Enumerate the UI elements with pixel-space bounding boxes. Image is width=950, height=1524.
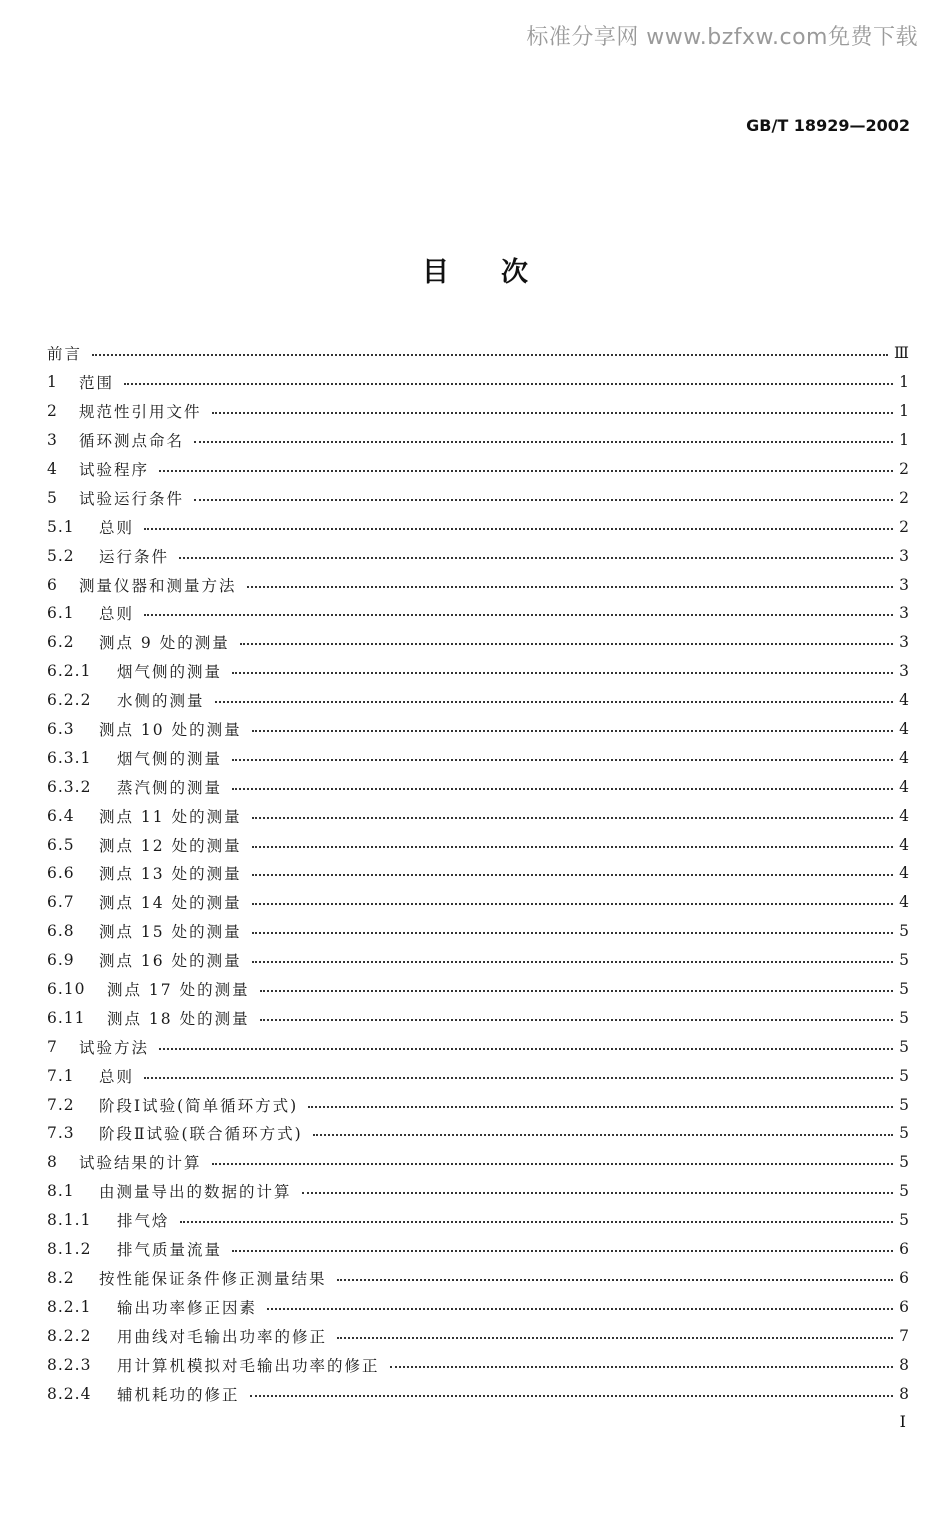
toc-leader-dots bbox=[247, 586, 893, 588]
toc-entry-title: 试验程序 bbox=[79, 461, 150, 479]
toc-entry-title: 阶段Ⅰ试验(简单循环方式) bbox=[99, 1096, 299, 1115]
toc-entry-title: 阶段Ⅱ试验(联合循环方式) bbox=[99, 1125, 303, 1144]
toc-entry[interactable] bbox=[47, 397, 909, 426]
toc-entry[interactable] bbox=[47, 1350, 909, 1379]
toc-entry[interactable] bbox=[47, 1264, 909, 1293]
site-watermark: 标准分享网 www.bzfxw.com免费下载 bbox=[526, 25, 918, 50]
toc-leader-dots bbox=[212, 412, 893, 414]
toc-entry-page: 1 bbox=[899, 402, 909, 421]
toc-entry[interactable] bbox=[47, 888, 909, 917]
toc-entry-number: 3 bbox=[47, 431, 58, 450]
toc-entry-title: 测点 13 处的测量 bbox=[99, 865, 242, 884]
toc-leader-dots bbox=[252, 730, 893, 732]
toc-entry-title: 测量仪器和测量方法 bbox=[79, 576, 237, 595]
toc-entry-page: 4 bbox=[899, 806, 909, 825]
toc-entry-number: 6.9 bbox=[47, 951, 75, 970]
toc-entry-page: 4 bbox=[899, 835, 909, 854]
toc-entry-number: 4 bbox=[47, 460, 58, 478]
toc-entry[interactable] bbox=[47, 1061, 909, 1090]
toc-entry-page: 4 bbox=[899, 691, 909, 710]
toc-entry-title: 输出功率修正因素 bbox=[117, 1298, 258, 1317]
toc-entry-number: 7.1 bbox=[47, 1066, 75, 1085]
toc-entry[interactable] bbox=[47, 801, 909, 830]
toc-entry[interactable] bbox=[47, 628, 909, 657]
toc-entry[interactable] bbox=[47, 975, 909, 1004]
toc-entry-number: 8.2 bbox=[47, 1268, 75, 1287]
toc-entry-page: 2 bbox=[899, 488, 909, 507]
toc-entry-page: 6 bbox=[899, 1268, 909, 1287]
toc-entry-title: 按性能保证条件修正测量结果 bbox=[99, 1269, 327, 1288]
toc-entry[interactable] bbox=[47, 1032, 909, 1061]
toc-entry[interactable] bbox=[47, 657, 909, 686]
toc-entry-title: 排气质量流量 bbox=[117, 1241, 223, 1260]
toc-entry-number: 8.1 bbox=[47, 1182, 75, 1201]
toc-entry-number: 6.8 bbox=[47, 922, 75, 941]
toc-entry-number: 8.2.4 bbox=[47, 1384, 92, 1403]
toc-entry-page: 4 bbox=[899, 777, 909, 796]
toc-entry-number: 7 bbox=[47, 1037, 58, 1056]
toc-entry-page: Ⅲ bbox=[894, 344, 909, 363]
toc-entry-page: 5 bbox=[899, 1153, 909, 1172]
toc-entry-title: 测点 17 处的测量 bbox=[107, 981, 250, 1000]
toc-leader-dots bbox=[250, 1395, 893, 1397]
toc-entry-page: 5 bbox=[899, 1008, 909, 1027]
toc-leader-dots bbox=[390, 1366, 893, 1368]
toc-entry-page: 5 bbox=[899, 1211, 909, 1230]
toc-leader-dots bbox=[144, 528, 893, 530]
toc-entry-title: 总则 bbox=[99, 518, 135, 537]
toc-entry-title: 烟气侧的测量 bbox=[117, 663, 223, 682]
toc-entry-page: 4 bbox=[899, 748, 909, 767]
toc-entry-title: 测点 11 处的测量 bbox=[99, 807, 242, 826]
toc-entry-title: 水侧的测量 bbox=[117, 692, 205, 711]
toc-leader-dots bbox=[144, 1077, 893, 1079]
toc-entry-page: 3 bbox=[899, 546, 909, 565]
toc-leader-dots bbox=[215, 701, 893, 703]
toc-entry[interactable] bbox=[47, 599, 909, 628]
toc-leader-dots bbox=[232, 672, 893, 674]
toc-leader-dots bbox=[232, 759, 893, 761]
toc-entry-title: 前言 bbox=[47, 345, 83, 364]
toc-entry-number: 6.1 bbox=[47, 604, 75, 623]
toc-entry-number: 5.2 bbox=[47, 546, 75, 565]
toc-leader-dots bbox=[252, 817, 893, 819]
toc-leader-dots bbox=[308, 1106, 893, 1108]
toc-leader-dots bbox=[180, 1221, 893, 1223]
toc-entry-title: 规范性引用文件 bbox=[79, 403, 202, 422]
toc-leader-dots bbox=[212, 1163, 893, 1165]
toc-entry-title: 试验结果的计算 bbox=[79, 1154, 202, 1173]
toc-entry[interactable] bbox=[47, 1177, 909, 1206]
toc-entry[interactable] bbox=[47, 1379, 909, 1408]
toc-entry-number: 7.3 bbox=[47, 1124, 75, 1143]
toc-entry-title: 测点 14 处的测量 bbox=[99, 894, 242, 913]
toc-entry-page: 5 bbox=[899, 922, 909, 941]
toc-entry-page: 5 bbox=[899, 1095, 909, 1114]
toc-entry[interactable] bbox=[47, 917, 909, 946]
toc-entry[interactable] bbox=[47, 859, 909, 888]
toc-leader-dots bbox=[337, 1337, 893, 1339]
toc-leader-dots bbox=[194, 499, 893, 501]
toc-leader-dots bbox=[194, 441, 893, 443]
toc-entry-number: 6 bbox=[47, 575, 58, 594]
toc-entry-page: 4 bbox=[899, 720, 909, 739]
toc-leader-dots bbox=[260, 1019, 893, 1021]
toc-entry-number: 6.6 bbox=[47, 864, 75, 883]
toc-leader-dots bbox=[124, 383, 893, 385]
toc-leader-dots bbox=[232, 788, 893, 790]
toc-entry-number: 6.3 bbox=[47, 720, 75, 739]
toc-entry-page: 5 bbox=[899, 1182, 909, 1201]
toc-entry-number: 6.4 bbox=[47, 806, 75, 825]
toc-entry-title: 范围 bbox=[79, 374, 115, 393]
toc-leader-dots bbox=[252, 932, 893, 934]
toc-entry[interactable] bbox=[47, 483, 909, 512]
toc-entry[interactable] bbox=[47, 1119, 909, 1148]
toc-entry-title: 试验方法 bbox=[79, 1038, 150, 1057]
toc-entry-page: 5 bbox=[899, 951, 909, 970]
toc-entry[interactable] bbox=[47, 1003, 909, 1032]
toc-entry-page: 2 bbox=[899, 460, 909, 478]
toc-entry[interactable] bbox=[47, 570, 909, 599]
toc-entry-title: 总则 bbox=[99, 1067, 135, 1086]
toc-entry[interactable] bbox=[47, 1235, 909, 1264]
toc-title: 目次 bbox=[422, 257, 580, 288]
toc-entry-number: 5 bbox=[47, 488, 58, 507]
toc-entry-title: 排气焓 bbox=[117, 1212, 170, 1231]
toc-leader-dots bbox=[179, 557, 893, 559]
toc-entry[interactable] bbox=[47, 686, 909, 715]
toc-entry[interactable] bbox=[47, 743, 909, 772]
toc-entry-title: 用计算机模拟对毛输出功率的修正 bbox=[117, 1356, 380, 1375]
toc-entry-page: 8 bbox=[899, 1384, 909, 1403]
toc-leader-dots bbox=[144, 614, 893, 616]
toc-entry-page: 4 bbox=[899, 864, 909, 883]
toc-entry-number: 6.3.2 bbox=[47, 777, 92, 796]
toc-entry[interactable] bbox=[47, 426, 909, 455]
table-of-contents bbox=[47, 339, 909, 1408]
toc-entry[interactable] bbox=[47, 1148, 909, 1177]
toc-entry[interactable] bbox=[47, 512, 909, 541]
toc-entry-number: 6.5 bbox=[47, 835, 75, 854]
toc-leader-dots bbox=[337, 1279, 893, 1281]
toc-leader-dots bbox=[252, 874, 893, 876]
toc-entry-title: 由测量导出的数据的计算 bbox=[99, 1183, 292, 1202]
toc-entry[interactable] bbox=[47, 1292, 909, 1321]
toc-entry-title: 测点 16 处的测量 bbox=[99, 952, 242, 971]
toc-entry-number: 6.2 bbox=[47, 633, 75, 652]
toc-leader-dots bbox=[240, 643, 893, 645]
toc-leader-dots bbox=[302, 1192, 893, 1194]
toc-entry-page: 2 bbox=[899, 517, 909, 536]
toc-entry[interactable] bbox=[47, 339, 909, 368]
toc-entry-title: 测点 10 处的测量 bbox=[99, 721, 242, 740]
toc-entry[interactable] bbox=[47, 1206, 909, 1235]
toc-leader-dots bbox=[159, 1048, 893, 1050]
toc-entry-title: 总则 bbox=[99, 605, 135, 624]
toc-entry-page: 6 bbox=[899, 1240, 909, 1259]
toc-entry[interactable] bbox=[47, 1090, 909, 1119]
toc-entry-title: 用曲线对毛输出功率的修正 bbox=[117, 1327, 328, 1346]
toc-entry[interactable] bbox=[47, 715, 909, 744]
toc-entry-page: 4 bbox=[899, 893, 909, 912]
toc-entry-number: 8.2.2 bbox=[47, 1326, 92, 1345]
toc-entry-page: 5 bbox=[899, 1037, 909, 1056]
toc-entry[interactable] bbox=[47, 541, 909, 570]
toc-entry[interactable] bbox=[47, 1321, 909, 1350]
toc-entry-number: 8.1.1 bbox=[47, 1211, 92, 1230]
toc-leader-dots bbox=[252, 846, 893, 848]
toc-entry-page: 3 bbox=[899, 575, 909, 594]
toc-entry-title: 测点 15 处的测量 bbox=[99, 923, 242, 942]
toc-entry-page: 6 bbox=[899, 1297, 909, 1316]
toc-entry-title: 运行条件 bbox=[99, 547, 170, 566]
toc-leader-dots bbox=[92, 354, 888, 356]
toc-entry-title: 测点 9 处的测量 bbox=[99, 634, 230, 653]
toc-entry-number: 8.2.3 bbox=[47, 1355, 92, 1374]
toc-entry-page: 5 bbox=[899, 980, 909, 999]
toc-leader-dots bbox=[267, 1308, 893, 1310]
toc-entry-page: 3 bbox=[899, 604, 909, 623]
standard-number: GB/T 18929—2002 bbox=[746, 116, 910, 135]
toc-leader-dots bbox=[252, 903, 893, 905]
toc-entry-title: 蒸汽侧的测量 bbox=[117, 778, 223, 797]
toc-entry-page: 5 bbox=[899, 1066, 909, 1085]
toc-leader-dots bbox=[159, 470, 893, 472]
toc-entry-page: 8 bbox=[899, 1355, 909, 1374]
toc-entry-number: 8.1.2 bbox=[47, 1240, 92, 1259]
toc-entry-number: 6.3.1 bbox=[47, 748, 92, 767]
toc-entry-title: 辅机耗功的修正 bbox=[117, 1385, 240, 1404]
toc-entry-title: 测点 12 处的测量 bbox=[99, 836, 242, 855]
toc-leader-dots bbox=[260, 990, 893, 992]
toc-entry[interactable] bbox=[47, 946, 909, 975]
toc-entry[interactable] bbox=[47, 772, 909, 801]
toc-entry[interactable] bbox=[47, 830, 909, 859]
toc-entry-page: 1 bbox=[899, 373, 909, 392]
toc-entry-number: 1 bbox=[47, 373, 58, 392]
toc-leader-dots bbox=[252, 961, 893, 963]
toc-entry-title: 循环测点命名 bbox=[79, 432, 185, 451]
toc-entry-number: 6.11 bbox=[47, 1008, 86, 1027]
toc-entry-number: 6.10 bbox=[47, 980, 86, 999]
page-number: I bbox=[899, 1412, 906, 1431]
toc-leader-dots bbox=[232, 1250, 893, 1252]
toc-entry-page: 1 bbox=[899, 431, 909, 450]
toc-entry[interactable] bbox=[47, 368, 909, 397]
toc-entry-number: 2 bbox=[47, 402, 58, 421]
toc-entry-page: 3 bbox=[899, 633, 909, 652]
toc-entry-number: 8 bbox=[47, 1153, 58, 1172]
toc-entry-number: 8.2.1 bbox=[47, 1297, 92, 1316]
toc-entry[interactable] bbox=[47, 455, 909, 484]
toc-leader-dots bbox=[313, 1134, 893, 1136]
toc-entry-page: 5 bbox=[899, 1124, 909, 1143]
toc-entry-number: 6.7 bbox=[47, 893, 75, 912]
toc-entry-title: 试验运行条件 bbox=[79, 489, 185, 508]
toc-entry-page: 3 bbox=[899, 662, 909, 681]
toc-entry-number: 6.2.1 bbox=[47, 662, 92, 681]
toc-entry-page: 7 bbox=[899, 1326, 909, 1345]
toc-entry-number: 7.2 bbox=[47, 1095, 75, 1114]
toc-entry-number: 5.1 bbox=[47, 517, 75, 536]
toc-entry-title: 测点 18 处的测量 bbox=[107, 1009, 250, 1028]
toc-entry-number: 6.2.2 bbox=[47, 691, 92, 710]
toc-entry-title: 烟气侧的测量 bbox=[117, 749, 223, 768]
